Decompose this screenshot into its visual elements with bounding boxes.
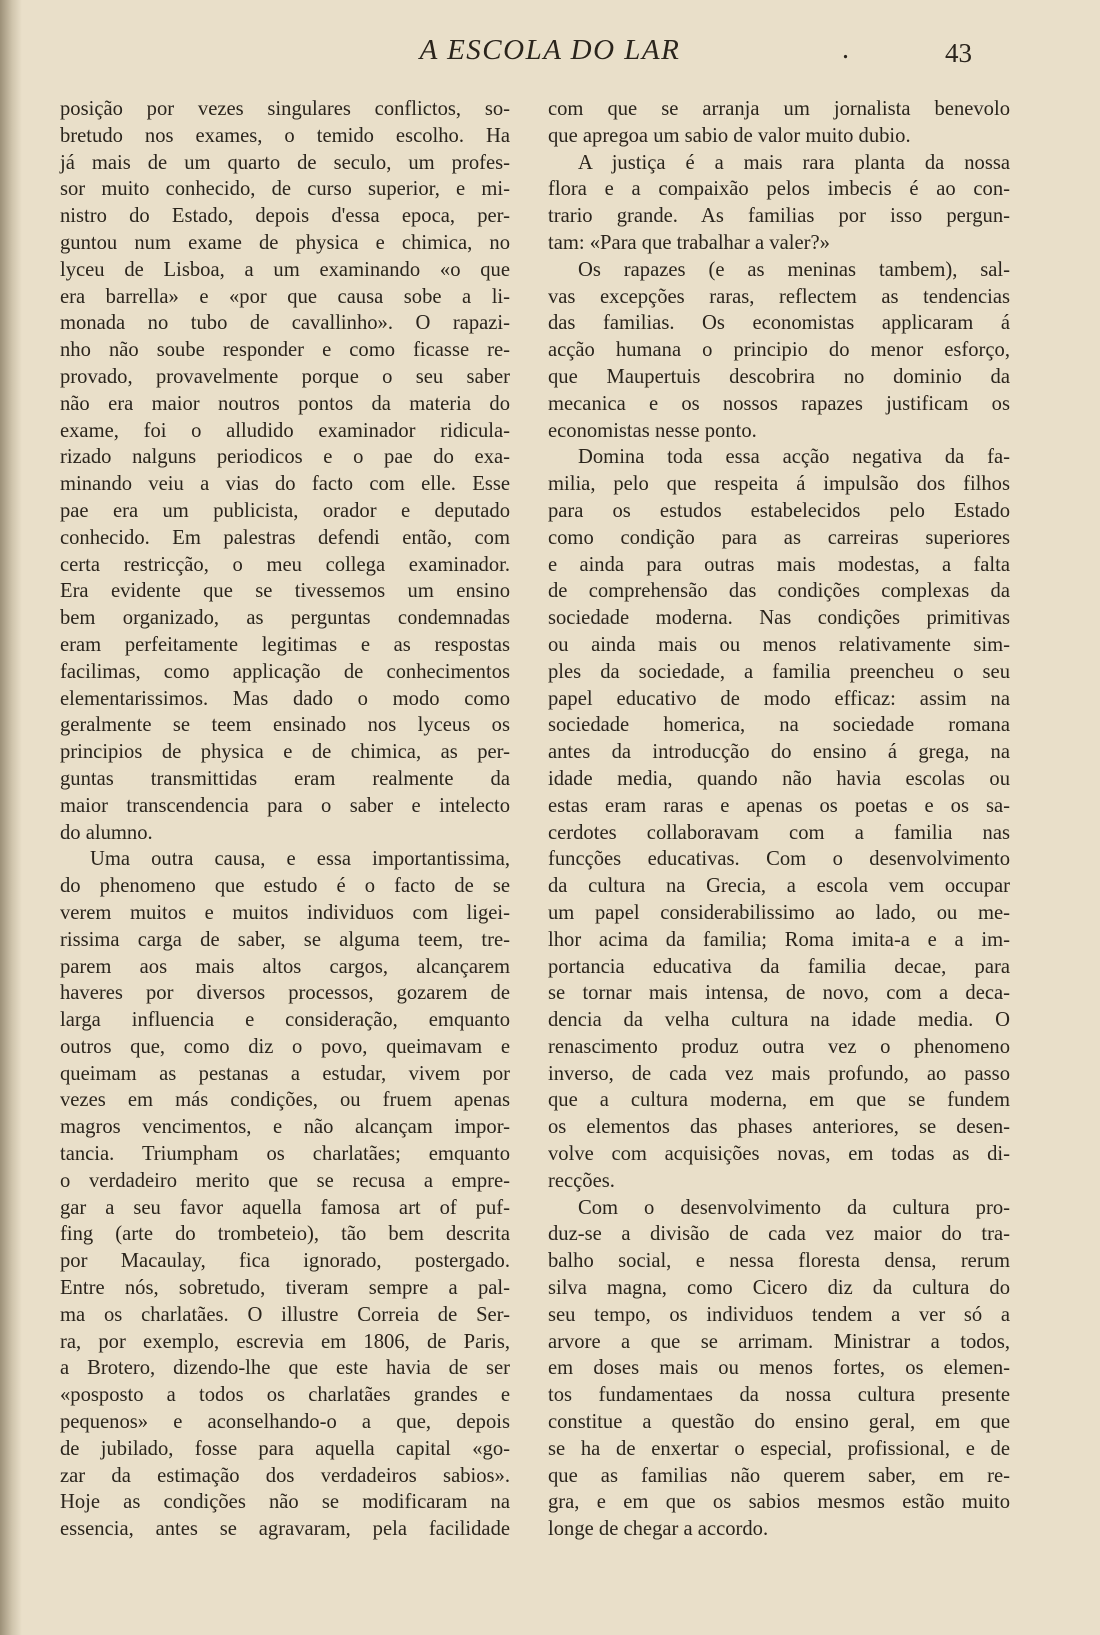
text-line: sociedade homerica, na sociedade romana <box>548 714 1010 737</box>
text-line: ou ainda mais ou menos relativamente sim- <box>548 633 1010 656</box>
text-line: tam: «Para que trabalhar a valer?» <box>548 231 830 254</box>
text-line: tos fundamentaes da nossa cultura presente <box>548 1384 1010 1407</box>
text-line: elementarissimos. Mas dado o modo como <box>60 687 510 710</box>
text-line: verem muitos e muitos individuos com ligei- <box>60 901 510 924</box>
text-line: que Maupertuis descobrira no dominio da <box>548 365 1010 388</box>
text-line: certa restricção, o meu collega examinador. <box>60 553 510 576</box>
text-line: ra, por exemplo, escrevia em 1806, de Paris, <box>60 1330 510 1353</box>
text-line: nistro do Estado, depois d'essa epoca, per- <box>60 205 510 228</box>
text-line: duz-se a divisão de cada vez maior do tra- <box>548 1223 1010 1246</box>
text-line: volve com acquisições novas, em todas as di- <box>548 1143 1010 1166</box>
left-text-column <box>60 96 510 1543</box>
text-line: antes da introducção do ensino á grega, na <box>548 741 1010 764</box>
text-line: vezes em más condições, ou fruem apenas <box>60 1089 510 1112</box>
header-dot: . <box>842 34 849 65</box>
text-line: essencia, antes se agravaram, pela facilidade <box>60 1518 510 1541</box>
text-line: idade media, quando não havia escolas ou <box>548 767 1010 790</box>
text-line: renascimento produz outra vez o phenomeno <box>548 1035 1010 1058</box>
text-line: do alumno. <box>60 821 153 844</box>
page-number: 43 <box>945 38 972 68</box>
text-line: facilimas, como applicação de conhecimentos <box>60 660 510 683</box>
text-line: dencia da velha cultura na idade media. O <box>548 1009 1010 1032</box>
text-line: das familias. Os economistas applicaram á <box>548 312 1010 335</box>
text-line: de comprehensão das condições complexas da <box>548 580 1010 603</box>
text-line: era barrella» e «por que causa sobe a li- <box>60 285 510 308</box>
text-line: se ha de enxertar o especial, profissional, e de <box>548 1437 1010 1460</box>
text-line: milia, pelo que respeita á impulsão dos filhos <box>548 473 1010 496</box>
text-line: larga influencia e consideração, emquanto <box>60 1009 510 1032</box>
text-line: fing (arte do trombeteio), tão bem descrita <box>60 1223 510 1246</box>
text-line: que as familias não querem saber, em re- <box>548 1464 1010 1487</box>
text-line: parem aos mais altos cargos, alcançarem <box>60 955 510 978</box>
text-line: lhor acima da familia; Roma imita-a e a im- <box>548 928 1010 951</box>
text-line: do phenomeno que estudo é o facto de se <box>60 875 510 898</box>
text-line: exame, foi o alludido examinador ridicula- <box>60 419 510 442</box>
text-line: haveres por diversos processos, gozarem de <box>60 982 510 1005</box>
page-edge-shadow <box>0 0 22 1635</box>
text-line: guntas transmittidas eram realmente da <box>60 767 510 790</box>
text-line: com que se arranja um jornalista benevolo <box>548 98 1010 120</box>
text-line: acção humana o principio do menor esforço, <box>548 339 1010 362</box>
right-text-column <box>548 96 1010 1543</box>
text-line: inverso, de cada vez mais profundo, ao passo <box>548 1062 1010 1085</box>
text-line: minando veiu a vias do facto com elle. Esse <box>60 473 510 496</box>
text-line: «posposto a todos os charlatães grandes e <box>60 1384 510 1407</box>
text-line: recções. <box>548 1169 615 1192</box>
text-line: rizado nalguns periodicos e o pae do exa- <box>60 446 510 469</box>
text-line: pequenos» e aconselhando-o a que, depois <box>60 1411 510 1434</box>
text-line: trario grande. As familias por isso pergun- <box>548 205 1010 228</box>
text-line: Com o desenvolvimento da cultura pro- <box>578 1196 1010 1219</box>
text-line: ples da sociedade, a familia preencheu o seu <box>548 660 1010 683</box>
text-line: papel educativo de modo efficaz: assim na <box>548 687 1010 710</box>
text-line: sociedade moderna. Nas condições primitivas <box>548 607 1010 630</box>
text-line: gar a seu favor aquella famosa art of puf- <box>60 1196 510 1219</box>
text-line: silva magna, como Cicero diz da cultura do <box>548 1277 1010 1300</box>
text-line: flora e a compaixão pelos imbecis é ao con- <box>548 178 1010 201</box>
text-line: sor muito conhecido, de curso superior, e mi- <box>60 178 510 201</box>
text-line: Entre nós, sobretudo, tiveram sempre a pal- <box>60 1277 510 1300</box>
text-line: Os rapazes (e as meninas tambem), sal- <box>578 258 1010 281</box>
text-line: guntou num exame de physica e chimica, no <box>60 231 510 254</box>
text-line: como condição para as carreiras superiores <box>548 526 1010 549</box>
text-line: economistas nesse ponto. <box>548 419 757 442</box>
text-line: não era maior noutros pontos da materia do <box>60 392 510 415</box>
text-line: rissima carga de saber, se alguma teem, tre- <box>60 928 510 951</box>
text-line: geralmente se teem ensinado nos lyceus os <box>60 714 510 737</box>
text-line: Uma outra causa, e essa importantissima, <box>90 848 510 871</box>
text-line: ma os charlatães. O illustre Correia de Ser- <box>60 1303 510 1326</box>
text-line: Domina toda essa acção negativa da fa- <box>578 446 1010 469</box>
text-line: conhecido. Em palestras defendi então, com <box>60 526 510 549</box>
text-line: funcções educativas. Com o desenvolvimento <box>548 848 1010 871</box>
text-line: queimam as pestanas a estudar, vivem por <box>60 1062 510 1085</box>
text-line: Era evidente que se tivessemos um ensino <box>60 580 510 603</box>
text-line: magros vencimentos, e não alcançam impor- <box>60 1116 510 1139</box>
running-header-title: A ESCOLA DO LAR <box>419 34 681 66</box>
text-line: gra, e em que os sabios mesmos estão muito <box>548 1491 1010 1514</box>
text-line: para os estudos estabelecidos pelo Estado <box>548 499 1010 522</box>
text-line: maior transcendencia para o saber e intelecto <box>60 794 510 817</box>
text-line: principios de physica e de chimica, as per- <box>60 741 510 764</box>
text-line: nho não soube responder e como ficasse re- <box>60 339 510 362</box>
text-line: portancia educativa da familia decae, para <box>548 955 1010 978</box>
text-line: balho social, e nessa floresta densa, rerum <box>548 1250 1010 1273</box>
text-line: de jubilado, fosse para aquella capital «go- <box>60 1437 510 1460</box>
text-line: cerdotes collaboravam com a familia nas <box>548 821 1010 844</box>
text-line: a Brotero, dizendo-lhe que este havia de ser <box>60 1357 510 1380</box>
text-line: que apregoa um sabio de valor muito dubio. <box>548 124 911 147</box>
text-line: mecanica e os nossos rapazes justificam os <box>548 392 1010 415</box>
text-line: em doses mais ou menos fortes, os elemen- <box>548 1357 1010 1380</box>
text-line: um papel considerabilissimo ao lado, ou me- <box>548 901 1010 924</box>
text-line: outros que, como diz o povo, queimavam e <box>60 1035 510 1058</box>
text-line: A justiça é a mais rara planta da nossa <box>578 151 1010 174</box>
text-line: que a cultura moderna, em que se fundem <box>548 1089 1010 1112</box>
text-line: monada no tubo de cavallinho». O rapazi- <box>60 312 510 335</box>
text-line: seu tempo, os individuos tendem a ver só a <box>548 1303 1010 1326</box>
text-line: pae era um publicista, orador e deputado <box>60 499 510 522</box>
text-line: vas excepções raras, reflectem as tendencias <box>548 285 1010 308</box>
text-line: os elementos das phases anteriores, se desen- <box>548 1116 1010 1139</box>
text-line: tancia. Triumpham os charlatães; emquanto <box>60 1143 510 1166</box>
text-line: lyceu de Lisboa, a um examinando «o que <box>60 258 510 281</box>
text-line: e ainda para outras mais modestas, a falta <box>548 553 1010 576</box>
text-line: o verdadeiro merito que se recusa a empre- <box>60 1169 510 1192</box>
text-line: longe de chegar a accordo. <box>548 1518 769 1541</box>
text-line: zar da estimação dos verdadeiros sabios». <box>60 1464 510 1487</box>
text-line: por Macaulay, fica ignorado, postergado. <box>60 1250 510 1273</box>
text-line: posição por vezes singulares conflictos, so- <box>60 98 510 120</box>
text-line: da cultura na Grecia, a escola vem occupar <box>548 875 1010 898</box>
text-line: se tornar mais intensa, de novo, com a deca- <box>548 982 1010 1005</box>
text-line: estas eram raras e apenas os poetas e os sa- <box>548 794 1010 817</box>
text-line: já mais de um quarto de seculo, um profes- <box>60 151 510 174</box>
text-line: arvore a que se arrimam. Ministrar a todos, <box>548 1330 1010 1353</box>
text-line: constitue a questão do ensino geral, em que <box>548 1411 1010 1434</box>
text-line: provado, provavelmente porque o seu saber <box>60 365 510 388</box>
text-line: bem organizado, as perguntas condemnadas <box>60 607 510 630</box>
text-line: bretudo nos exames, o temido escolho. Ha <box>60 124 510 147</box>
text-line: eram perfeitamente legitimas e as respostas <box>60 633 510 656</box>
text-line: Hoje as condições não se modificaram na <box>60 1491 510 1514</box>
